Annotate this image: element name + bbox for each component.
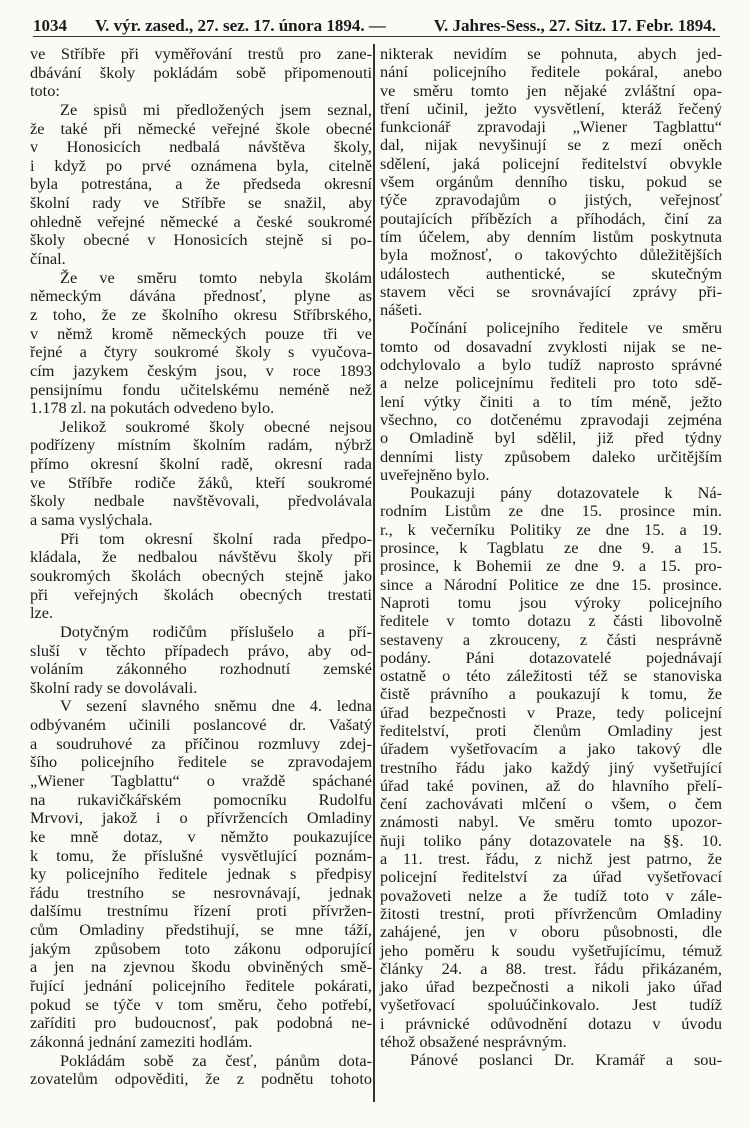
text-line: byla možnosť, o takovýchto důležitějších [380,245,722,265]
text-line: Při tom okresní školní rada předpo- [60,528,372,548]
text-line: ředitelství, proti členům Omladiny jest [380,720,722,740]
text-line: nášeti. [380,300,423,320]
text-line: všechno, co dotčenému zpravodaji zejména [380,409,722,429]
text-line: řejné a čtyry soukromé školy s vyučova- [30,342,372,362]
text-line: zahájené, jen v oboru působnosti, dle [380,922,722,942]
paragraph [380,45,722,319]
text-line: a soudruhové za příčinou rozmluvy zdej- [30,733,372,753]
text-line: policejní ředitelství za úřad vyšetřovací [380,867,722,887]
text-line: Naproti tomu jsou výroky policejního [380,592,722,612]
text-line: nání policejního ředitele pokáral, anebo [380,62,722,82]
text-line: odbývaném učinili poslancové dr. Vašatý [30,715,372,735]
text-line: pensijnímu fondu učitelskému neméně než [30,379,372,399]
text-line: uveřejněno bylo. [380,464,490,484]
text-line: Počínání policejního ředitele ve směru [410,318,722,338]
text-line: i když po prvé oznámena byla, citelně [30,155,372,175]
text-line: Pánové poslanci Dr. Kramář a sou- [410,1050,722,1070]
text-line: Mrvovi, jakož i o přívržencích Omladiny [30,808,372,828]
text-line: ve Stříbře při vyměřování trestů pro zane- [30,44,372,63]
text-line: čínal. [30,249,66,269]
paragraph [30,623,372,698]
text-line: ohledně veřejné německé a české soukromé [30,211,372,231]
text-line: sluší v těchto případech právo, aby od- [30,640,372,660]
text-line: Jelikož soukromé školy obecné nejsou [60,416,372,436]
text-line: řádu trestního se nesrovnávají, jednak [30,882,372,902]
text-line: zovatelům odpověditi, že z podnětu tohoto [30,1069,372,1089]
text-line: sdělení, jaká policejní ředitelství obvykle [380,153,722,173]
paragraph [30,530,372,623]
paragraph [30,418,372,530]
text-line: sestaveny a zkrouceny, z části nesprávně [380,629,722,649]
text-column-left [30,45,372,1089]
text-line: podány. Páni dotazovatelé pojednávají [380,647,722,667]
text-line: dal, nijak nevyšinují se z mezí oněch [380,135,722,155]
text-line: lení výtky činiti a to tím méně, ježto [380,391,722,411]
text-line: stavem věci se srovnávající zprávy při- [380,281,722,301]
text-line: o Omladině byl sdělil, již před týdny [380,428,722,448]
text-line: ve Stříbře rodiče žáků, kteří soukromé [30,472,372,492]
text-line: německým dávána přednosť, plyne as [30,286,372,306]
text-line: v němž kromě německých pouze tři ve [30,323,372,343]
text-line: 1.178 zl. na pokutách odvedeno bylo. [30,398,275,418]
text-line: Poukazuji pány dotazovatele k Ná- [410,483,722,503]
text-line: r., k večerníku Politiky ze dne 15. a 19. [380,519,722,539]
text-line: tomto od dosavadní zvyklosti nijak se ne- [380,336,722,356]
text-line: a sama vyslýchala. [30,510,153,530]
text-line: lze. [30,603,54,623]
text-line: a nelze policejnímu řediteli pro toto sdě- [380,373,722,393]
text-line: rodním Listům ze dne 15. prosince min. [380,501,722,521]
text-line: zaříditi pro budoucnosť, pak podobná ne- [30,1013,372,1033]
text-line: denními listy způsobem daleko určitějším [380,446,722,466]
text-line: dbávání školy pokládám sobě připomenouti [30,62,372,82]
text-line: nikterak nevidím se pohnuta, abych jed- [380,44,722,63]
header-title-czech: V. výr. zased., 27. sez. 17. února 1894. — [95,16,386,35]
text-line: při veřejných školách obecných trestati [30,584,372,604]
text-line: podřízeny místním školním radám, nýbrž [30,435,372,455]
running-header [33,14,720,37]
text-line: jako úřad bezpečnosti a nikoli jako úřad [380,977,722,997]
paragraph [380,319,722,484]
text-line: ke mně dotaz, v němžto poukazujíce [30,826,372,846]
text-line: ředitele v tomto dotazu z části libovolně [380,611,722,631]
text-line: známosti nabyl. Ve směru tomto upozor- [380,812,722,832]
text-line: školy nedbale navštěvovali, předvolávala [30,491,372,511]
text-line: žitosti trestní, proti přívržencům Omladiny [380,903,722,923]
text-line: dalšímu trestnímu řízení proti přívržen- [30,901,372,921]
text-line: Pokládám sobě za česť, pánům dota- [60,1050,372,1070]
text-line: a 11. trest. řádu, z nichž jest patrno, že [380,849,722,869]
text-line: všem orgánům denního tisku, pokud se [380,172,722,192]
text-line: toto: [30,81,60,101]
text-line: že také při německé veřejné škole obecné [30,118,372,138]
text-line: cům Omladiny předstihují, se mne táží, [30,920,372,940]
paragraph [30,1052,372,1089]
text-line: vyšetřovací spoluúčinkovalo. Jest tudíž [380,995,722,1015]
text-line: úřad bezpečnosti v Praze, tedy policejní [380,702,722,722]
paragraph [30,697,372,1051]
text-line: V sezení slavného sněmu dne 4. ledna [60,696,372,716]
text-line: považoveti nelze a že tudíž toto v zále- [380,885,722,905]
text-line: školy obecné v Honosicích stejně si po- [30,230,372,250]
paragraph [30,269,372,418]
text-line: tření učinil, ježto vysvětlení, kteráž řečený [380,98,722,118]
text-line: voláním zákonného rozhodnutí zemské [30,659,372,679]
text-line: čení zachovávati mlčení o všem, o čem [380,794,722,814]
text-line: ostatně o této záležitosti též se stanoviska [380,666,722,686]
text-line: „Wiener Tagblattu“ o vraždě spáchané [30,770,372,790]
text-line: tím účelem, aby denním listům poskytnuta [380,226,722,246]
text-line: odchylovalo a bylo tudíž naprosto správné [380,355,722,375]
text-line: Ze spisů mi předložených jsem seznal, [60,99,372,119]
text-line: soukromých školách obecných stejně jako [30,565,372,585]
text-line: úřad také povinen, až do hlavního přelí- [380,775,722,795]
header-title-german: V. Jahres-Sess., 27. Sitz. 17. Febr. 1894. [433,16,716,35]
column-divider [373,44,375,1102]
text-line: kládala, že nedbalou návštěvu školy při [30,547,372,567]
text-line: since a Národní Politice ze dne 15. prosince. [380,574,722,594]
text-line: ky policejního ředitele jednak s předpisy [30,864,372,884]
text-line: jeho poměru k soudu vyšetřujícímu, témuž [380,940,722,960]
text-line: cím jazykem českým jsou, v roce 1893 [30,360,372,380]
text-line: školní rady se dovolávali. [30,677,198,697]
text-line: čistě právního a poukazují k tomu, že [380,684,722,704]
paragraph [30,45,372,101]
text-line: prosince, k Tagblatu ze dne 9. a 15. [380,538,722,558]
text-line: ňuji toliko pány dotazovatele na §§. 10. [380,830,722,850]
text-line: v Honosicích nedbalá návštěva školy, [30,137,372,157]
text-line: na rukavičkářském pomocníku Rudolfu [30,789,372,809]
text-line: zákonná jednání zameziti hodlám. [30,1031,253,1051]
text-line: pokud se týče v tom směru, čeho potřebí, [30,994,372,1014]
text-line: šího policejního ředitele se zpravodajem [30,752,372,772]
paragraph [380,1051,722,1069]
page-number: 1034 [33,16,67,35]
text-line: úřadem vyšetřovacím a jako takový dle [380,739,722,759]
text-line: ve směru tomto jen nějaké zvláštní opa- [380,80,722,100]
text-line: byla potrestána, a že předseda okresní [30,174,372,194]
text-line: a jen na zjevnou škodu obviněných smě- [30,957,372,977]
text-line: k tomu, že příslušné vysvětlující poznám- [30,845,372,865]
text-line: jakým způsobem toto zákonu odporující [30,938,372,958]
text-line: událostech authentické, se skutečným [380,263,722,283]
text-line: i právnické odůvodnění dotazu v úvodu [380,1013,722,1033]
text-line: trestního řádu jako každý jiný vyšetřující [380,757,722,777]
text-line: články 24. a 88. trest. řádu přikázaném, [380,958,722,978]
text-line: Dotyčným rodičům příslušelo a pří- [60,621,372,641]
text-line: přímo okresní školní radě, okresní rada [30,454,372,474]
text-line: funkcionář zpravodaji „Wiener Tagblattu“ [380,117,722,137]
text-line: řující jednání policejního ředitele pokárati, [30,976,372,996]
text-line: týče zpravodajům o jistých, veřejnosť [380,190,722,210]
text-line: téhož obsažené nesprávným. [380,1032,567,1052]
text-column-right [380,45,722,1070]
text-line: školní rady ve Stříbře se snažil, aby [30,193,372,213]
text-line: prosince, k Bohemii ze dne 9. a 15. pro- [380,556,722,576]
text-line: poutajících příbězích a příhodách, činí za [380,208,722,228]
paragraph [30,101,372,269]
text-line: z toho, že ze školního okresu Stříbrského, [30,304,372,324]
paragraph [380,484,722,1051]
text-line: Že ve směru tomto nebyla školám [60,267,372,287]
